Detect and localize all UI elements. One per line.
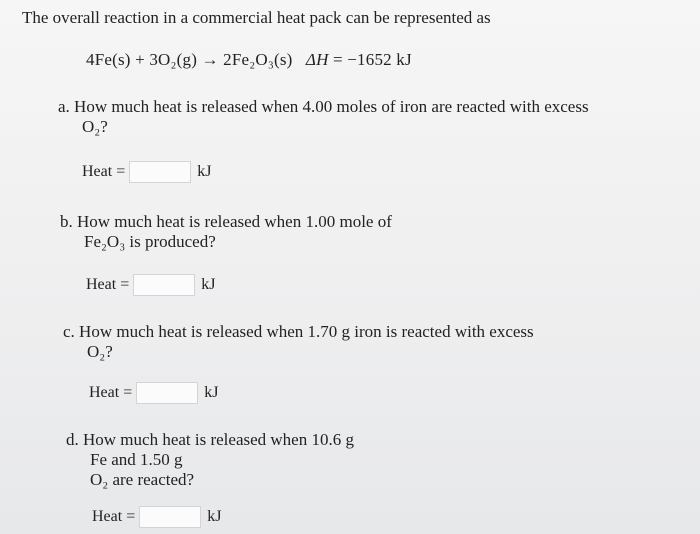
unit-label-c: kJ [204, 384, 219, 401]
heat-input-b[interactable] [133, 274, 195, 296]
question-c-text: How much heat is released when 1.70 g iron is reacted with excess [79, 322, 534, 341]
unit-label-a: kJ [197, 163, 212, 180]
intro-text: The overall reaction in a commercial heat pack can be represented as [22, 8, 491, 27]
equation-products: 2Fe₂O₃(s) [223, 50, 293, 69]
question-d-text-line3: O₂ are reacted? [90, 470, 195, 489]
unit-label-d: kJ [207, 508, 222, 525]
heat-label-d: Heat = [92, 508, 136, 525]
question-d-text-line2: Fe and 1.50 g [90, 450, 183, 469]
equation-reactants: 4Fe(s) + 3O₂(g) [86, 50, 198, 69]
question-d [66, 430, 354, 490]
question-b-text: How much heat is released when 1.00 mole of [77, 212, 392, 231]
answer-row-d [92, 506, 221, 528]
question-b-text-line2: Fe₂O₃ is produced? [84, 232, 216, 251]
question-a-text: How much heat is released when 4.00 moles of iron are reacted with excess [74, 97, 589, 116]
answer-row-a [82, 161, 211, 183]
question-d-text: How much heat is released when 10.6 g [83, 430, 354, 449]
heat-label-c: Heat = [89, 384, 133, 401]
heat-label-a: Heat = [82, 163, 126, 180]
question-d-letter: d. [66, 430, 79, 449]
equation-enthalpy-symbol: ΔH [305, 50, 329, 69]
question-c-letter: c. [63, 322, 75, 341]
question-b [60, 212, 392, 252]
question-c [63, 322, 534, 362]
heat-input-a[interactable] [129, 161, 191, 183]
question-b-letter: b. [60, 212, 73, 231]
equation-enthalpy-value: = −1652 kJ [333, 50, 412, 69]
answer-row-c [89, 382, 218, 404]
reaction-equation [86, 50, 412, 70]
question-a-text-line2: O₂? [82, 117, 108, 136]
question-a-letter: a. [58, 97, 70, 116]
unit-label-b: kJ [201, 276, 216, 293]
heat-input-c[interactable] [136, 382, 198, 404]
question-c-text-line2: O₂? [87, 342, 113, 361]
heat-label-b: Heat = [86, 276, 130, 293]
answer-row-b [86, 274, 215, 296]
heat-input-d[interactable] [139, 506, 201, 528]
equation-arrow: → [201, 50, 219, 69]
question-a [58, 97, 589, 137]
